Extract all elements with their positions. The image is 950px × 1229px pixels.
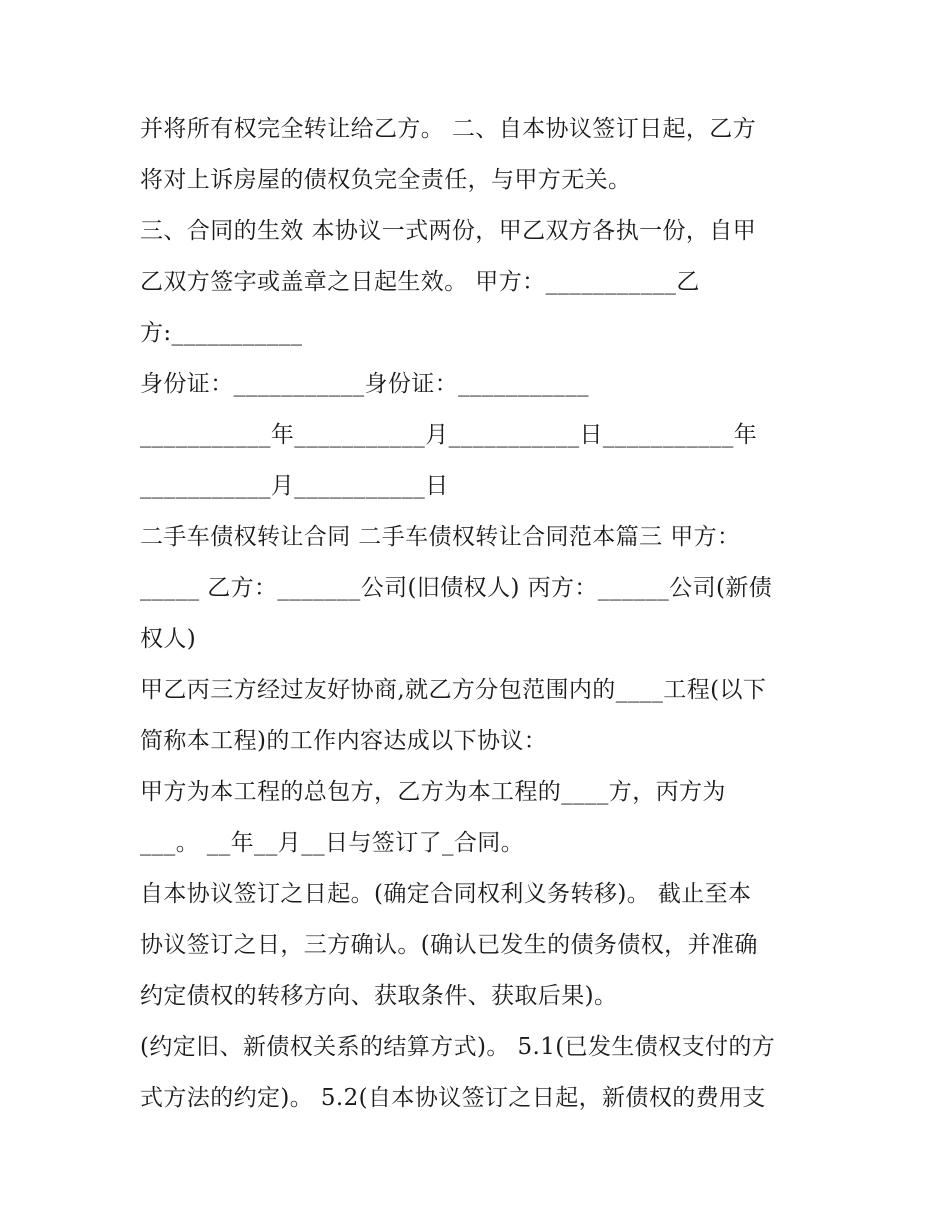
text-line: ___________年___________月___________日___________年 [140,422,758,448]
text-line: 将对上诉房屋的债权负完全责任，与甲方无关。 [140,167,632,193]
text-line: 式方法的约定)。 5.2(自本协议签订之日起，新债权的费用支 [140,1085,766,1111]
text-line: 二手车债权转让合同 二手车债权转让合同范本篇三 甲方： [140,524,741,550]
text-line: (约定旧、新债权关系的结算方式)。 5.1(已发生债权支付的方 [140,1034,776,1060]
text-line: 自本协议签订之日起。(确定合同权利义务转移)。 截止至本 [140,881,752,907]
text-line: ___________月___________日 [140,473,449,499]
text-line: 并将所有权完全转让给乙方。 二、自本协议签订日起，乙方 [140,116,757,142]
text-line: 协议签订之日，三方确认。(确认已发生的债务债权，并准确 [140,932,758,958]
text-line: 身份证：___________身份证：___________ [140,371,589,397]
text-line: 权人) [140,626,197,652]
text-line: 甲乙丙三方经过友好协商,就乙方分包范围内的____工程(以下 [140,677,767,703]
text-line: 简称本工程)的工作内容达成以下协议： [140,728,548,754]
text-line: _____ 乙方：_______公司(旧债权人) 丙方：______公司(新债 [140,575,773,601]
text-line: 约定债权的转移方向、获取条件、获取后果)。 [140,983,618,1009]
text-line: 三、合同的生效 本协议一式两份，甲乙双方各执一份，自甲 [140,218,757,244]
text-line: 方:___________ [140,320,303,346]
text-line: ___。 __年__月__日与签订了_合同。 [140,830,525,856]
text-line: 甲方为本工程的总包方，乙方为本工程的____方，丙方为 [140,779,726,805]
document-body [140,104,820,1124]
text-line: 乙双方签字或盖章之日起生效。 甲方：___________乙 [140,269,700,295]
